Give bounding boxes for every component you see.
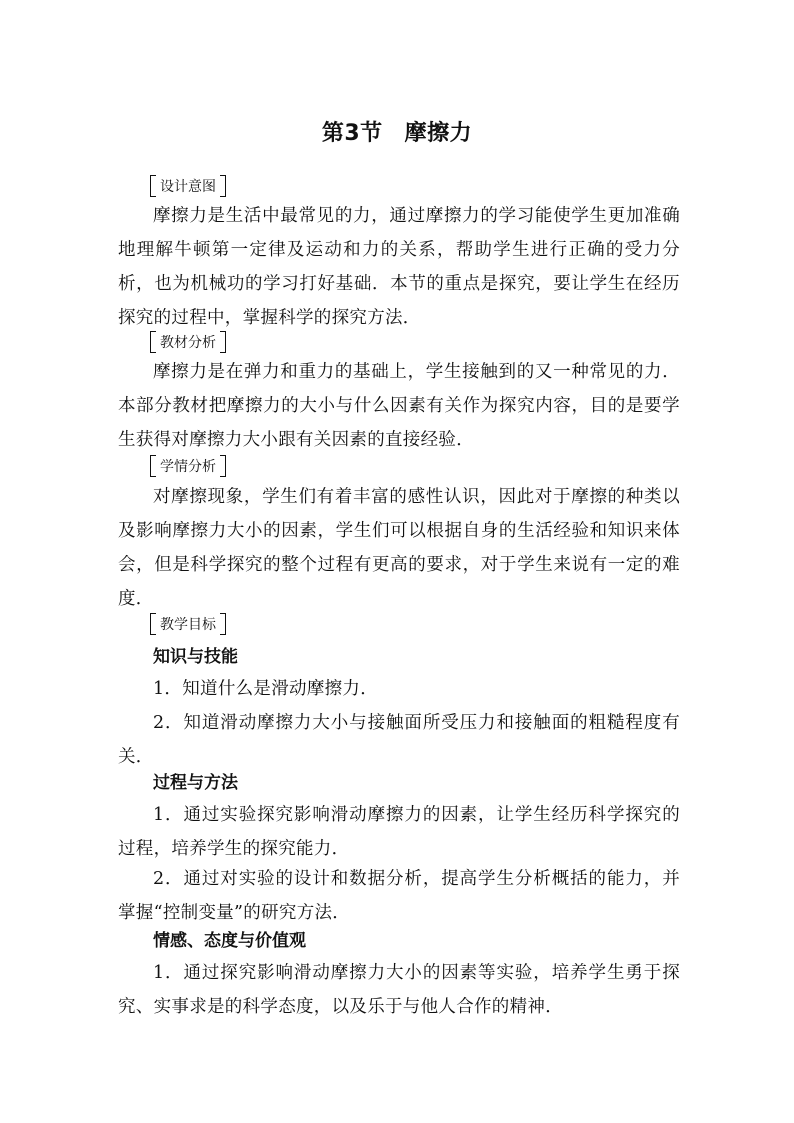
knowledge-item-1: 1．知道什么是滑动摩擦力． bbox=[153, 679, 379, 699]
process-item-1: 1．通过实验探究影响滑动摩擦力的因素，让学生经历科学探究的过程，培养学生的探究能力． bbox=[118, 805, 680, 859]
design-intent-heading: 设计意图 bbox=[150, 172, 226, 200]
section-name: 摩擦力 bbox=[404, 121, 473, 146]
values-heading: 情感、态度与价值观 bbox=[153, 931, 306, 951]
section-number: 第3节 bbox=[321, 121, 383, 146]
textbook-analysis-paragraph: 摩擦力是在弹力和重力的基础上，学生接触到的又一种常见的力．本部分教材把摩擦力的大小与什么因素有关作为探究内容，目的是要学生获得对摩擦力大小跟有关因素的直接经验． bbox=[118, 362, 680, 450]
design-intent-paragraph: 摩擦力是生活中最常见的力，通过摩擦力的学习能使学生更加准确地理解牛顿第一定律及运动和力的关系，帮助学生进行正确的受力分析，也为机械功的学习打好基础．本节的重点是探究，要让学生在经历探究的过程中，掌握科学的探究方法． bbox=[118, 206, 680, 328]
process-methods-heading: 过程与方法 bbox=[153, 773, 238, 793]
knowledge-skills-heading: 知识与技能 bbox=[153, 647, 238, 667]
page-title bbox=[0, 118, 794, 150]
textbook-analysis-heading: 教材分析 bbox=[150, 328, 226, 356]
student-analysis-paragraph: 对摩擦现象，学生们有着丰富的感性认识，因此对于摩擦的种类以及影响摩擦力大小的因素，学生们可以根据自身的生活经验和知识来体会，但是科学探究的整个过程有更高的要求，对于学生来说有一定的难度． bbox=[118, 487, 680, 609]
student-analysis-heading: 学情分析 bbox=[150, 452, 226, 480]
process-item-2: 2．通过对实验的设计和数据分析，提高学生分析概括的能力，并掌握“控制变量”的研究方法． bbox=[118, 869, 680, 923]
values-item-1: 1．通过探究影响滑动摩擦力大小的因素等实验，培养学生勇于探究、实事求是的科学态度，以及乐于与他人合作的精神． bbox=[118, 963, 680, 1017]
knowledge-item-2: 2．知道滑动摩擦力大小与接触面所受压力和接触面的粗糙程度有关． bbox=[118, 713, 680, 767]
objectives-heading: 教学目标 bbox=[150, 610, 226, 638]
